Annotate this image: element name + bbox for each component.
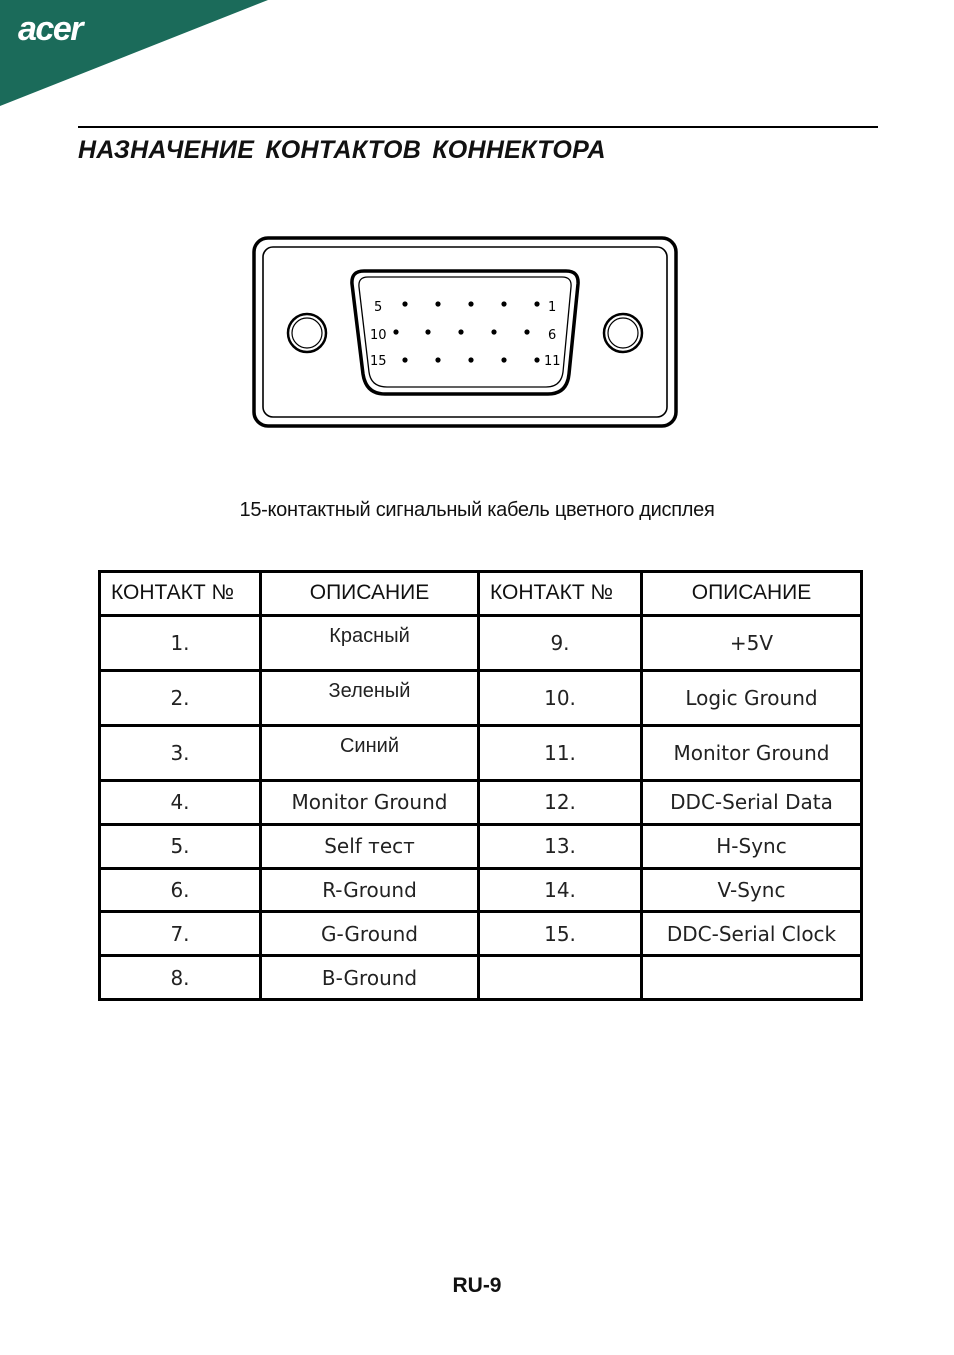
pin-number: 4. [100,781,261,825]
pin-number: 14. [479,868,642,912]
pin-description: V-Sync [642,868,862,912]
table-row [100,725,862,780]
header-pin-number: КОНТАКТ № [100,572,261,616]
table-row [100,956,862,1000]
pin-description: G-Ground [261,912,479,956]
pin-number: 6. [100,868,261,912]
pin-label-15: 15 [370,354,387,369]
pin-description [642,956,862,1000]
pin-description: Monitor Ground [642,725,862,780]
connector-outer-shell [254,238,676,426]
pin-description: B-Ground [261,956,479,1000]
header-pin-number: КОНТАКТ № [479,572,642,616]
pin-number [479,956,642,1000]
pin-description: R-Ground [261,868,479,912]
pin-description: DDC-Serial Clock [642,912,862,956]
pin-number: 5. [100,824,261,868]
brand-corner [0,0,270,110]
header-rule [78,126,878,128]
pin-number: 15. [479,912,642,956]
pin-number: 8. [100,956,261,1000]
pin-number: 10. [479,670,642,725]
pin-number: 13. [479,824,642,868]
pin-description: Monitor Ground [261,781,479,825]
pin-row-2 [393,329,529,334]
pin-number: 2. [100,670,261,725]
pin-number: 11. [479,725,642,780]
pin-row-3 [402,357,539,362]
table-header-row [100,572,862,616]
pin-label-11: 11 [544,354,561,369]
pin-number: 1. [100,615,261,670]
table-row [100,781,862,825]
pin-description: Красный [261,615,479,670]
pin-description: DDC-Serial Data [642,781,862,825]
table-row [100,868,862,912]
pin-number: 12. [479,781,642,825]
pin-label-5: 5 [374,300,383,315]
pin-number: 7. [100,912,261,956]
page-number: RU-9 [452,1274,502,1297]
d-sub-trapezoid-inner [359,277,571,387]
pin-label-10: 10 [370,328,387,343]
pin-description: +5V [642,615,862,670]
header-description: ОПИСАНИЕ [261,572,479,616]
pin-label-1: 1 [548,300,557,315]
left-screw-hole [288,314,326,352]
right-screw-hole [604,314,642,352]
pin-label-6: 6 [548,328,557,343]
pin-description: Синий [261,725,479,780]
pin-description: Logic Ground [642,670,862,725]
table-row [100,615,862,670]
pin-assignment-table [98,570,863,1001]
header-description: ОПИСАНИЕ [642,572,862,616]
table-row [100,670,862,725]
page-title: НАЗНАЧЕНИЕ КОНТАКТОВ КОННЕКТОРА [78,136,606,164]
pin-number: 3. [100,725,261,780]
pin-description: H-Sync [642,824,862,868]
table-row [100,824,862,868]
pin-row-1 [402,301,539,306]
acer-logo: acer [18,10,82,48]
pin-number: 9. [479,615,642,670]
pin-description: Зеленый [261,670,479,725]
pin-description: Self тест [261,824,479,868]
vga-connector-diagram [250,234,680,430]
table-row [100,912,862,956]
connector-caption: 15-контактный сигнальный кабель цветного дисплея [239,499,715,521]
